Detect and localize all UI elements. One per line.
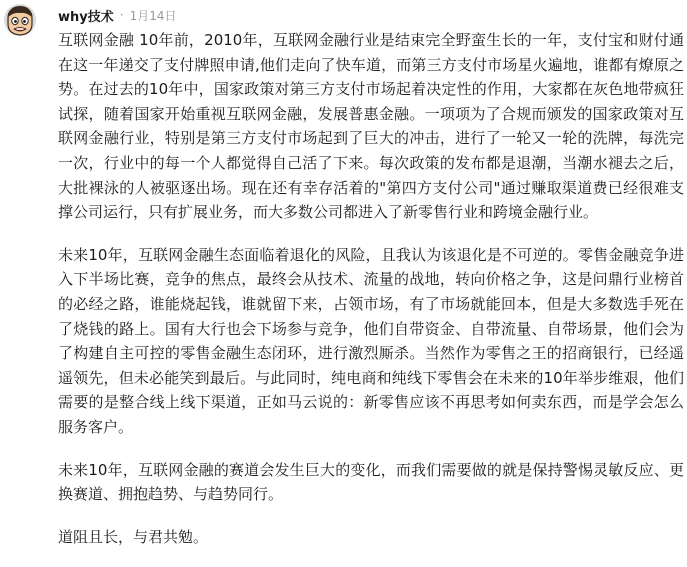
meta-separator: · [119, 8, 124, 22]
avatar[interactable] [4, 4, 36, 36]
paragraph-intro: 互联网金融 10年前，2010年，互联网金融行业是结束完全野蛮生长的一年，支付宝和财付通在这一年递交了支付牌照申请,他们走向了快车道，而第三方支付市场星火遍地，谁都有燎原之势。在过去的10年中，国家政策对第三方支付市场起着决定性的作用，大家都在灰色地带疯狂试探，随着国家开始重视互联网金融，发展普惠金融。一项项为了合规而颁发的国家政策对互联网金融行业，特别是第三方支付市场起到了巨大的冲击，进行了一轮又一轮的洗牌，每洗完一次，行业中的每一个人都觉得自己活了下来。每次政策的发布都是退潮，当潮水褪去之后，大批裸泳的人被驱逐出场。现在还有幸存活着的"第四方支付公司"通过赚取渠道费已经很难支撑公司运行，只有扩展业务，而大多数公司都进入了新零售行业和跨境金融行业。 [58, 31, 684, 222]
post-content [58, 28, 684, 567]
paragraph-future-track: 未来10年，互联网金融的赛道会发生巨大的变化，而我们需要做的就是保持警惕灵敏反应、更换赛道、拥抱趋势、与趋势同行。 [58, 460, 684, 504]
username-link[interactable]: why技术 [58, 9, 114, 25]
post-date: 1月14日 [129, 8, 177, 23]
paragraph-closing: 道阻且长，与君共勉。 [58, 527, 209, 546]
post-header [58, 4, 176, 26]
paragraph-future-risk: 未来10年，互联网金融生态面临着退化的风险，且我认为该退化是不可逆的。零售金融竞争进入下半场比赛，竞争的焦点，最终会从技术、流量的战地，转向价格之争，这是问鼎行业榜首的必经之路，谁能烧起钱，谁就留下来，占领市场，有了市场就能回本，但是大多数选手死在了烧钱的路上。国有大行也会下场参与竞争，他们自带资金、自带流量、自带场景，他们会为了构建自主可控的零售金融生态闭环，进行激烈厮杀。当然作为零售之王的招商银行，已经遥遥领先，但未必能笑到最后。与此同时，纯电商和纯线下零售会在未来的10年举步维艰，他们需要的是整合线上线下渠道，正如马云说的：新零售应该不再思考如何卖东西，而是学会怎么服务客户。 [58, 245, 684, 436]
cartoon-face-icon [4, 4, 36, 36]
